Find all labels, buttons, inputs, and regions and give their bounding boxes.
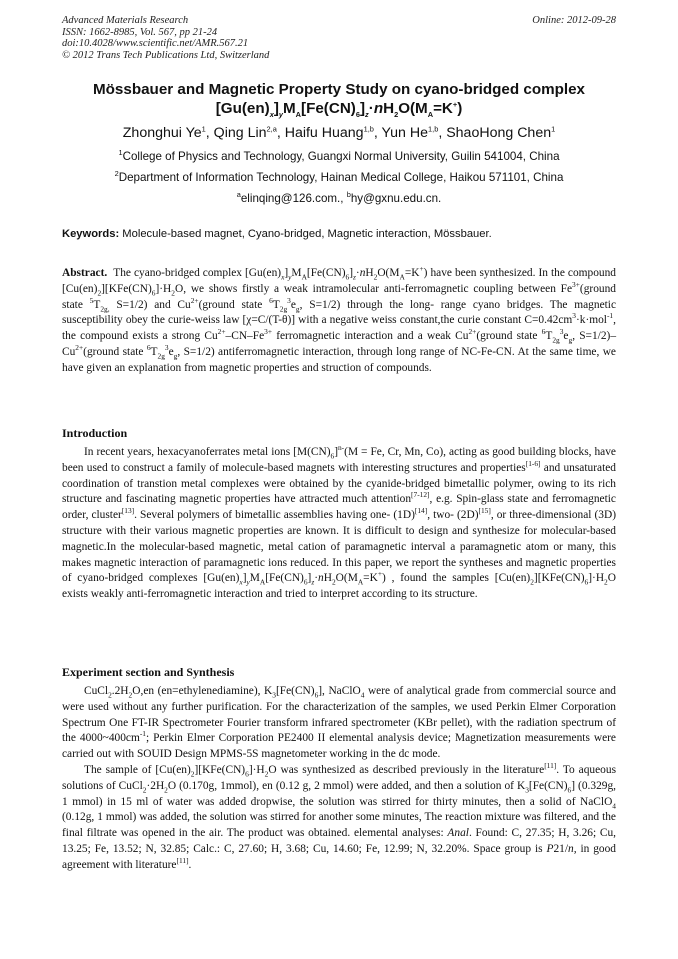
- doi-line: doi:10.4028/www.scientific.net/AMR.567.21: [62, 38, 249, 50]
- keywords: Keywords: Molecule-based magnet, Cyano-bridged, Magnetic interaction, Mössbauer.: [62, 228, 492, 240]
- experiment-body: [62, 684, 616, 874]
- paper-title: [62, 80, 616, 118]
- affiliation-2: $^2$Department of Information Technology, Hainan Medical College, Haikou 571101, China: [114, 169, 564, 184]
- section-heading-experiment: Experiment section and Synthesis: [62, 665, 235, 679]
- copyright-line: © 2012 Trans Tech Publications Ltd, Switzerland: [62, 49, 270, 61]
- online-date: Online: 2012-09-28: [532, 15, 616, 26]
- abstract-text: Abstract. The cyano-bridged complex $[Gu(en)_x]_yM_A[Fe(CN)_6]_z\cdot nH_2O(M_A=K^+)$ have been synthesized. In the compound $[Cu(en)_2][KFe(CN)_6]\cdot H_2O$, we shows firstly a weak intramolecular anti-ferromagnetic coupling between $Fe^{3+}(ground$ state $^5T_{2g,}$ S=1/2) and $Cu^{2+}(ground$ state $^6T_{2g}^3e_g$, S=1/2) through the long- range cyano bridges. The magnetic susceptibility obey the curie-weiss law [χ=C/(T-θ)] with a negative weiss constant,the curie constant $C=0.42cm^3\cdot k\cdot mol^{-1}$, the compound exists a strong $Cu^{2+}-CN-Fe^{3+}$ ferromagnetic interaction and a weak $Cu^{2+}(ground$ state $^6T_{2g}^3e_g$, $S=1/2)-Cu^{2+}(ground$ state $^6T_{2g}^3e_g$, S=1/2) antiferromagnetic interaction, through long range of NC-Fe-CN. At the same time, we have given an explanation from magnetic properties and struction of compounds.: [62, 264, 617, 374]
- email-line: $^a$elinqing@126.com., $^b$hy@gxnu.edu.cn.: [236, 190, 442, 205]
- affiliation-1: $^1$College of Physics and Technology, Guangxi Normal University, Guilin 541004, China: [118, 148, 560, 163]
- experiment-paragraph-1: $CuCl_2.2H_2O,en$ (en=ethylenediamine), $K_3[Fe(CN)_6]$, NaClO$_4$ were of analytical grade from commercial source and were used without any further purification. For the characterization of the samples, we used Perkin Elmer Corporation Spectrum One FT-IR Spectrometer Fourier transform infrared spectrometer (KBr pellet), with the radiation spectrum of the $4000\sim 400cm^{-1}$; Perkin Elmer Corporation PE2400 II elemental analysis device; Magnetization measurements were carried out with SOUID Design MPMS-5S magnetometer working in the dc mode.: [62, 685, 616, 761]
- title-line-2: $[Gu(en)_x]_yM_A[Fe(CN)_6]_z\cdot nH_2O(M_A=K^+)$: [215, 99, 463, 120]
- issn-line: ISSN: 1662-8985, Vol. 567, pp 21-24: [62, 26, 218, 38]
- abstract: [62, 266, 616, 377]
- section-heading-introduction: Introduction: [62, 426, 128, 440]
- journal-header: [62, 15, 616, 61]
- introduction-paragraph: In recent years, hexacyanoferrates metal ions $[M(CN)_6]^{n-}(M = Fe$, Cr, Mn, Co), acting as good building blocks, have been used to construct a family of molecule-based magnets with interesting structures and properties[1-6] and unsaturated coordination of transtion metal complexes were obtained by the cyanide-bridged bimetallic polymer, owing to its rich structure and fascinating magnetic properties have attracted much attention[7-12], e.g. Spin-glass state and ferromagnetic order, cluster[13]. Several polymers of bimetallic assemblies having one- (1D)[14], two- (2D)[15], or three-dimensional (3D) structure with their various magnetic properties are known. It is difficult to design and synthesize for molecular-based magnetic.In the molecular-based magnetic, metal cation of paramagnetic interval a paramagnetic atom or many, this makes magnetic interaction of paramagnetic ions reduced. In this paper, we report the syntheses and magnetic properties of cyano-bridged complexes $[Gu(en)_x]_yM_A[Fe(CN)_6]_z\cdot nH_2O(M_A=K^+)$ , found the samples $[Cu(en)_2][KFe(CN)_6]\cdot H_2O$ exists weakly anti-ferromagnetic interaction and tried to interpret according to its structure.: [62, 443, 617, 601]
- experiment-paragraph-2: The sample of $[Cu(en)_2][KFe(CN)_6]\cdot H_2O$ was synthesized as described previously in the literature[11]. To aqueous solutions of $CuCl_2\cdot 2H_2O$ (0.170g, 1mmol), en (0.12 g, 2 mmol) were added, and then a solution of $K_3[Fe(CN)_6]$ (0.329g, 1 mmol) in 15 ml of water was added dropwise, the solution was stirred for thirty minutes, then a solid of NaClO$_4$ (0.12g, 1 mmol) was added, the solution was stirred for another some minutes, The reaction mixture was filtered, and the final filtrate was opened in the air. The product was obtained. elemental analyses: Anal. Found: C, 27.35; H, 3.26; Cu, 13.25; Fe, 13.52; N, 32.85; Calc.: C, 27.60; H, 3.68; Cu, 14.60; Fe, 12.99; N, 32.20%. Space group is P21/n, in good agreement with literature[11].: [62, 761, 617, 871]
- introduction-body: [62, 445, 616, 603]
- author-list: Zhonghui Ye$^1$, Qing Lin$^{2,a}$, Haifu Huang$^{1,b}$, Yun He$^{1,b}$, ShaoHong Chen$^1$: [122, 124, 556, 141]
- title-line-1: Mössbauer and Magnetic Property Study on cyano-bridged complex: [93, 81, 585, 98]
- journal-name: Advanced Materials Research: [62, 15, 189, 26]
